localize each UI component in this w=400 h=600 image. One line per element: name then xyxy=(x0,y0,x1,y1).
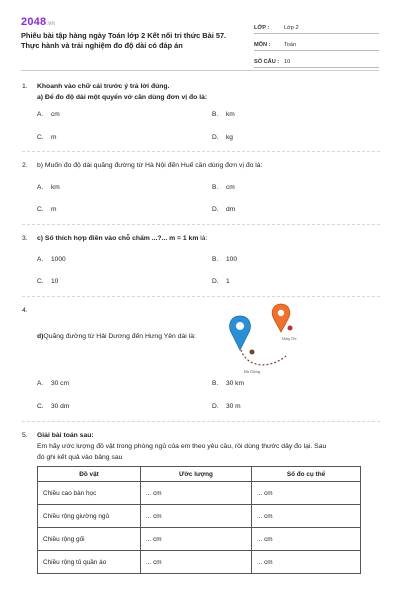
option-letter: D. xyxy=(212,278,219,285)
question-5-title: Giải bài toán sau: xyxy=(37,432,94,439)
meta-subject-value: Toán xyxy=(284,42,297,48)
option-letter: A. xyxy=(37,380,44,387)
header-divider xyxy=(21,70,379,71)
q4-text: Quãng đường từ Hải Dương đến Hưng Yên dài là: xyxy=(43,333,196,340)
option-text: 30 cm xyxy=(51,380,69,387)
q2-option-a[interactable] xyxy=(37,184,60,191)
logo-text: 2048 xyxy=(21,16,47,28)
option-text: 30 m xyxy=(226,403,241,410)
option-letter: B. xyxy=(212,380,219,387)
table-cell-object: Chiều cao bàn học xyxy=(38,482,141,505)
q4-option-d[interactable] xyxy=(212,403,241,410)
question-divider xyxy=(22,421,380,422)
question-5-line-2: đó ghi kết quả vào bảng sau xyxy=(37,454,123,461)
option-letter: A. xyxy=(37,256,44,263)
meta-class-key: LỚP : xyxy=(254,25,270,31)
option-text: 1000 xyxy=(51,256,66,263)
q4-option-c[interactable] xyxy=(37,403,69,410)
table-row xyxy=(38,528,361,551)
question-5-line-1: Em hãy ước lượng đồ vật trong phòng ngủ của em theo yêu cầu, rồi dùng thước dây đo lại. Sau xyxy=(37,443,327,450)
question-divider xyxy=(22,296,380,297)
title-line-2: Thực hành và trải nghiệm đo độ dài có đáp án xyxy=(21,41,183,50)
traveler-figure-icon xyxy=(288,326,293,331)
meta-count-row xyxy=(254,51,379,68)
table-cell-measured[interactable]: ... cm xyxy=(252,551,361,574)
option-letter: C. xyxy=(37,278,44,285)
table-cell-estimate[interactable]: ... cm xyxy=(141,505,252,528)
q1-option-a[interactable] xyxy=(37,111,60,118)
table-cell-estimate[interactable]: ... cm xyxy=(141,482,252,505)
option-letter: A. xyxy=(37,184,44,191)
q3-text-main: c) Số thích hợp điền vào chỗ chấm ...?... m = 1 km xyxy=(37,235,199,242)
option-text: 30 dm xyxy=(51,403,70,410)
option-letter: B. xyxy=(212,184,219,191)
table-cell-measured[interactable]: ... cm xyxy=(252,482,361,505)
question-4-number: 4. xyxy=(22,307,28,314)
q3-option-a[interactable] xyxy=(37,256,66,263)
option-text: cm xyxy=(51,111,60,118)
q3-text-end: là: xyxy=(198,235,208,242)
orange-pin-icon xyxy=(272,304,290,332)
option-text: m xyxy=(51,206,57,213)
page-title xyxy=(21,31,241,51)
map-pins-illustration xyxy=(224,298,304,378)
meta-class-row xyxy=(254,17,379,34)
map-label-hai-duong: Hải Dương xyxy=(244,370,261,374)
table-header-measured: Số đo cụ thể xyxy=(252,467,361,482)
measurement-table xyxy=(37,466,361,574)
option-text: cm xyxy=(226,184,235,191)
table-cell-estimate[interactable]: ... cm xyxy=(141,528,252,551)
question-3-number: 3. xyxy=(22,235,28,242)
blue-pin-icon xyxy=(230,316,251,350)
meta-class-value: Lớp 2 xyxy=(284,25,299,31)
table-cell-estimate[interactable]: ... cm xyxy=(141,551,252,574)
option-text: m xyxy=(51,134,57,141)
q1-option-c[interactable] xyxy=(37,134,57,141)
table-row xyxy=(38,551,361,574)
title-line-1: Phiếu bài tập hàng ngày Toán lớp 2 Kết nối tri thức Bài 57. xyxy=(21,31,227,40)
table-cell-measured[interactable]: ... cm xyxy=(252,505,361,528)
question-divider xyxy=(22,224,380,225)
logo-domain: .vn xyxy=(46,21,55,27)
meta-subject-row xyxy=(254,34,379,51)
option-letter: C. xyxy=(37,134,44,141)
option-letter: D. xyxy=(212,403,219,410)
traveler-figure-icon xyxy=(250,350,255,355)
site-logo[interactable] xyxy=(21,16,55,28)
table-cell-object: Chiều rộng tủ quần áo xyxy=(38,551,141,574)
option-text: km xyxy=(51,184,60,191)
option-letter: C. xyxy=(37,206,44,213)
table-row xyxy=(38,482,361,505)
q2-option-c[interactable] xyxy=(37,206,57,213)
option-letter: D. xyxy=(212,206,219,213)
route-line xyxy=(240,346,286,365)
option-letter: D. xyxy=(212,134,219,141)
table-header-estimate: Ước lượng xyxy=(141,467,252,482)
question-1-number: 1. xyxy=(22,83,28,90)
option-text: kg xyxy=(226,134,233,141)
q3-option-c[interactable] xyxy=(37,278,58,285)
option-text: 100 xyxy=(226,256,238,263)
option-letter: C. xyxy=(37,403,44,410)
map-label-hung-yen: Hưng Yên xyxy=(282,337,297,341)
question-1-text: a) Để đo độ dài một quyển vở cần dùng đơn vị đo là: xyxy=(37,94,208,101)
option-letter: B. xyxy=(212,111,219,118)
table-cell-object: Chiều rộng giường ngủ xyxy=(38,505,141,528)
table-header-row xyxy=(38,467,361,482)
q2-option-d[interactable] xyxy=(212,206,235,213)
option-text: 1 xyxy=(226,278,230,285)
option-text: 30 km xyxy=(226,380,244,387)
option-letter: A. xyxy=(37,111,44,118)
table-cell-measured[interactable]: ... cm xyxy=(252,528,361,551)
option-text: dm xyxy=(226,206,236,213)
question-3-text xyxy=(37,233,382,244)
meta-subject-key: MÔN : xyxy=(254,42,271,48)
option-text: 10 xyxy=(51,278,59,285)
q4-prefix: d) xyxy=(37,333,44,340)
q3-option-d[interactable] xyxy=(212,278,230,285)
meta-info xyxy=(254,17,379,68)
question-4-text xyxy=(37,331,382,342)
question-1-instruction: Khoanh vào chữ cái trước ý trả lời đúng. xyxy=(37,83,170,90)
question-2-number: 2. xyxy=(22,162,28,169)
q2-option-b[interactable] xyxy=(212,184,235,191)
table-row xyxy=(38,505,361,528)
table-header-object: Đồ vật xyxy=(38,467,141,482)
meta-count-value: 10 xyxy=(284,59,291,65)
table-cell-object: Chiều rộng gối xyxy=(38,528,141,551)
q1-option-b[interactable] xyxy=(212,111,235,118)
q4-option-b[interactable] xyxy=(212,380,244,387)
meta-count-key: SỐ CÂU : xyxy=(254,59,280,65)
q2-text: b) Muốn đo độ dài quãng đường từ Hà Nội đến Huế cần dùng đơn vị đo là: xyxy=(37,162,263,169)
question-5-number: 5. xyxy=(22,432,28,439)
option-letter: B. xyxy=(212,256,219,263)
question-divider xyxy=(22,151,380,152)
question-2-text xyxy=(37,160,382,171)
q1-option-d[interactable] xyxy=(212,134,233,141)
option-text: km xyxy=(226,111,235,118)
q4-option-a[interactable] xyxy=(37,380,69,387)
q3-option-b[interactable] xyxy=(212,256,237,263)
